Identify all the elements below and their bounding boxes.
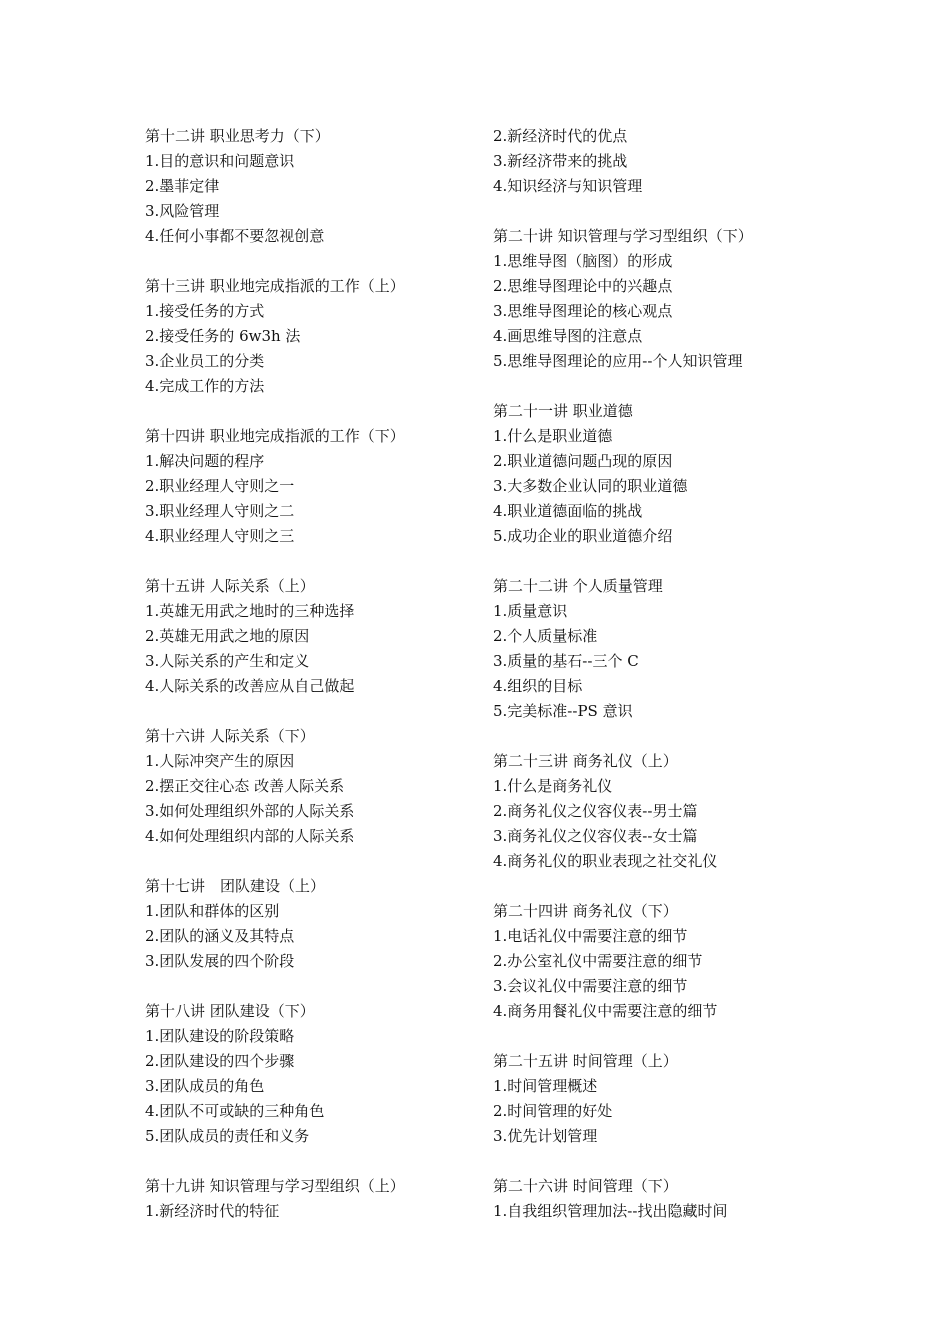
lecture-item: 3.商务礼仪之仪容仪表--女士篇 xyxy=(493,827,698,845)
lecture-title: 第二十一讲 职业道德 xyxy=(493,402,633,420)
section-gap xyxy=(493,549,823,574)
lecture-item: 3.会议礼仪中需要注意的细节 xyxy=(493,977,688,995)
lecture-item: 4.任何小事都不要忽视创意 xyxy=(145,227,325,245)
lecture-title: 第十九讲 知识管理与学习型组织（上） xyxy=(145,1177,405,1195)
lecture-item: 1.新经济时代的特征 xyxy=(145,1202,280,1220)
right-column xyxy=(493,124,823,1224)
lecture-item: 4.知识经济与知识管理 xyxy=(493,177,643,195)
lecture-item: 2.个人质量标准 xyxy=(493,627,598,645)
lecture-item: 4.商务用餐礼仪中需要注意的细节 xyxy=(493,1002,718,1020)
lecture-item: 2.职业经理人守则之一 xyxy=(145,477,295,495)
lecture-item: 2.英雄无用武之地的原因 xyxy=(145,627,310,645)
lecture-title: 第二十四讲 商务礼仪（下） xyxy=(493,902,678,920)
lecture-item: 3.团队发展的四个阶段 xyxy=(145,952,295,970)
section-gap xyxy=(493,374,823,399)
lecture-item: 1.自我组织管理加法--找出隐藏时间 xyxy=(493,1202,728,1220)
lecture-title: 第二十讲 知识管理与学习型组织（下） xyxy=(493,227,753,245)
lecture-item: 1.什么是职业道德 xyxy=(493,427,613,445)
lecture-item: 2.办公室礼仪中需要注意的细节 xyxy=(493,952,703,970)
section-gap xyxy=(145,849,475,874)
lecture-item: 2.团队建设的四个步骤 xyxy=(145,1052,295,1070)
lecture-item: 3.大多数企业认同的职业道德 xyxy=(493,477,688,495)
lecture-item: 3.质量的基石--三个 C xyxy=(493,652,639,670)
lecture-item: 3.人际关系的产生和定义 xyxy=(145,652,310,670)
lecture-item: 4.职业道德面临的挑战 xyxy=(493,502,643,520)
lecture-item: 1.什么是商务礼仪 xyxy=(493,777,613,795)
lecture-item: 1.团队和群体的区别 xyxy=(145,902,280,920)
section-gap xyxy=(145,974,475,999)
lecture-item: 4.团队不可或缺的三种角色 xyxy=(145,1102,325,1120)
lecture-item: 1.接受任务的方式 xyxy=(145,302,265,320)
lecture-item: 3.新经济带来的挑战 xyxy=(493,152,628,170)
lecture-title: 第十四讲 职业地完成指派的工作（下） xyxy=(145,427,405,445)
lecture-item: 5.成功企业的职业道德介绍 xyxy=(493,527,673,545)
lecture-title: 第十七讲 团队建设（上） xyxy=(145,877,326,895)
lecture-item: 2.思维导图理论中的兴趣点 xyxy=(493,277,673,295)
lecture-item: 1.团队建设的阶段策略 xyxy=(145,1027,295,1045)
lecture-item: 3.职业经理人守则之二 xyxy=(145,502,295,520)
lecture-item: 1.电话礼仪中需要注意的细节 xyxy=(493,927,688,945)
section-gap xyxy=(493,874,823,899)
lecture-item: 1.目的意识和问题意识 xyxy=(145,152,295,170)
lecture-item: 1.思维导图（脑图）的形成 xyxy=(493,252,673,270)
lecture-title: 第十八讲 团队建设（下） xyxy=(145,1002,315,1020)
lecture-item: 1.质量意识 xyxy=(493,602,568,620)
lecture-item: 1.解决问题的程序 xyxy=(145,452,265,470)
lecture-item: 3.团队成员的角色 xyxy=(145,1077,265,1095)
lecture-title: 第二十六讲 时间管理（下） xyxy=(493,1177,678,1195)
lecture-item: 4.画思维导图的注意点 xyxy=(493,327,643,345)
lecture-title: 第十三讲 职业地完成指派的工作（上） xyxy=(145,277,405,295)
lecture-item: 3.企业员工的分类 xyxy=(145,352,265,370)
lecture-item: 4.完成工作的方法 xyxy=(145,377,265,395)
lecture-item: 3.优先计划管理 xyxy=(493,1127,598,1145)
lecture-item: 5.团队成员的责任和义务 xyxy=(145,1127,310,1145)
lecture-item: 2.时间管理的好处 xyxy=(493,1102,613,1120)
lecture-title: 第十二讲 职业思考力（下） xyxy=(145,127,330,145)
lecture-item: 1.时间管理概述 xyxy=(493,1077,598,1095)
section-gap xyxy=(145,249,475,274)
lecture-item: 2.摆正交往心态 改善人际关系 xyxy=(145,777,345,795)
section-gap xyxy=(493,199,823,224)
lecture-item: 3.如何处理组织外部的人际关系 xyxy=(145,802,355,820)
lecture-item: 2.职业道德问题凸现的原因 xyxy=(493,452,673,470)
lecture-item: 2.接受任务的 6w3h 法 xyxy=(145,327,301,345)
section-gap xyxy=(145,549,475,574)
section-gap xyxy=(493,724,823,749)
lecture-item: 4.职业经理人守则之三 xyxy=(145,527,295,545)
section-gap xyxy=(145,399,475,424)
lecture-title: 第二十三讲 商务礼仪（上） xyxy=(493,752,678,770)
lecture-title: 第二十五讲 时间管理（上） xyxy=(493,1052,678,1070)
lecture-item: 2.新经济时代的优点 xyxy=(493,127,628,145)
lecture-item: 4.如何处理组织内部的人际关系 xyxy=(145,827,355,845)
lecture-item: 2.墨菲定律 xyxy=(145,177,220,195)
lecture-item: 5.思维导图理论的应用--个人知识管理 xyxy=(493,352,743,370)
lecture-title: 第十五讲 人际关系（上） xyxy=(145,577,315,595)
lecture-item: 1.人际冲突产生的原因 xyxy=(145,752,295,770)
section-gap xyxy=(145,1149,475,1174)
section-gap xyxy=(493,1149,823,1174)
lecture-item: 1.英雄无用武之地时的三种选择 xyxy=(145,602,355,620)
lecture-item: 5.完美标准--PS 意识 xyxy=(493,702,633,720)
section-gap xyxy=(145,699,475,724)
lecture-item: 4.组织的目标 xyxy=(493,677,583,695)
left-column xyxy=(145,124,475,1224)
lecture-item: 4.人际关系的改善应从自己做起 xyxy=(145,677,355,695)
lecture-item: 2.商务礼仪之仪容仪表--男士篇 xyxy=(493,802,698,820)
section-gap xyxy=(493,1024,823,1049)
lecture-item: 2.团队的涵义及其特点 xyxy=(145,927,295,945)
lecture-item: 4.商务礼仪的职业表现之社交礼仪 xyxy=(493,852,718,870)
lecture-title: 第二十二讲 个人质量管理 xyxy=(493,577,663,595)
lecture-title: 第十六讲 人际关系（下） xyxy=(145,727,315,745)
lecture-item: 3.思维导图理论的核心观点 xyxy=(493,302,673,320)
lecture-item: 3.风险管理 xyxy=(145,202,220,220)
